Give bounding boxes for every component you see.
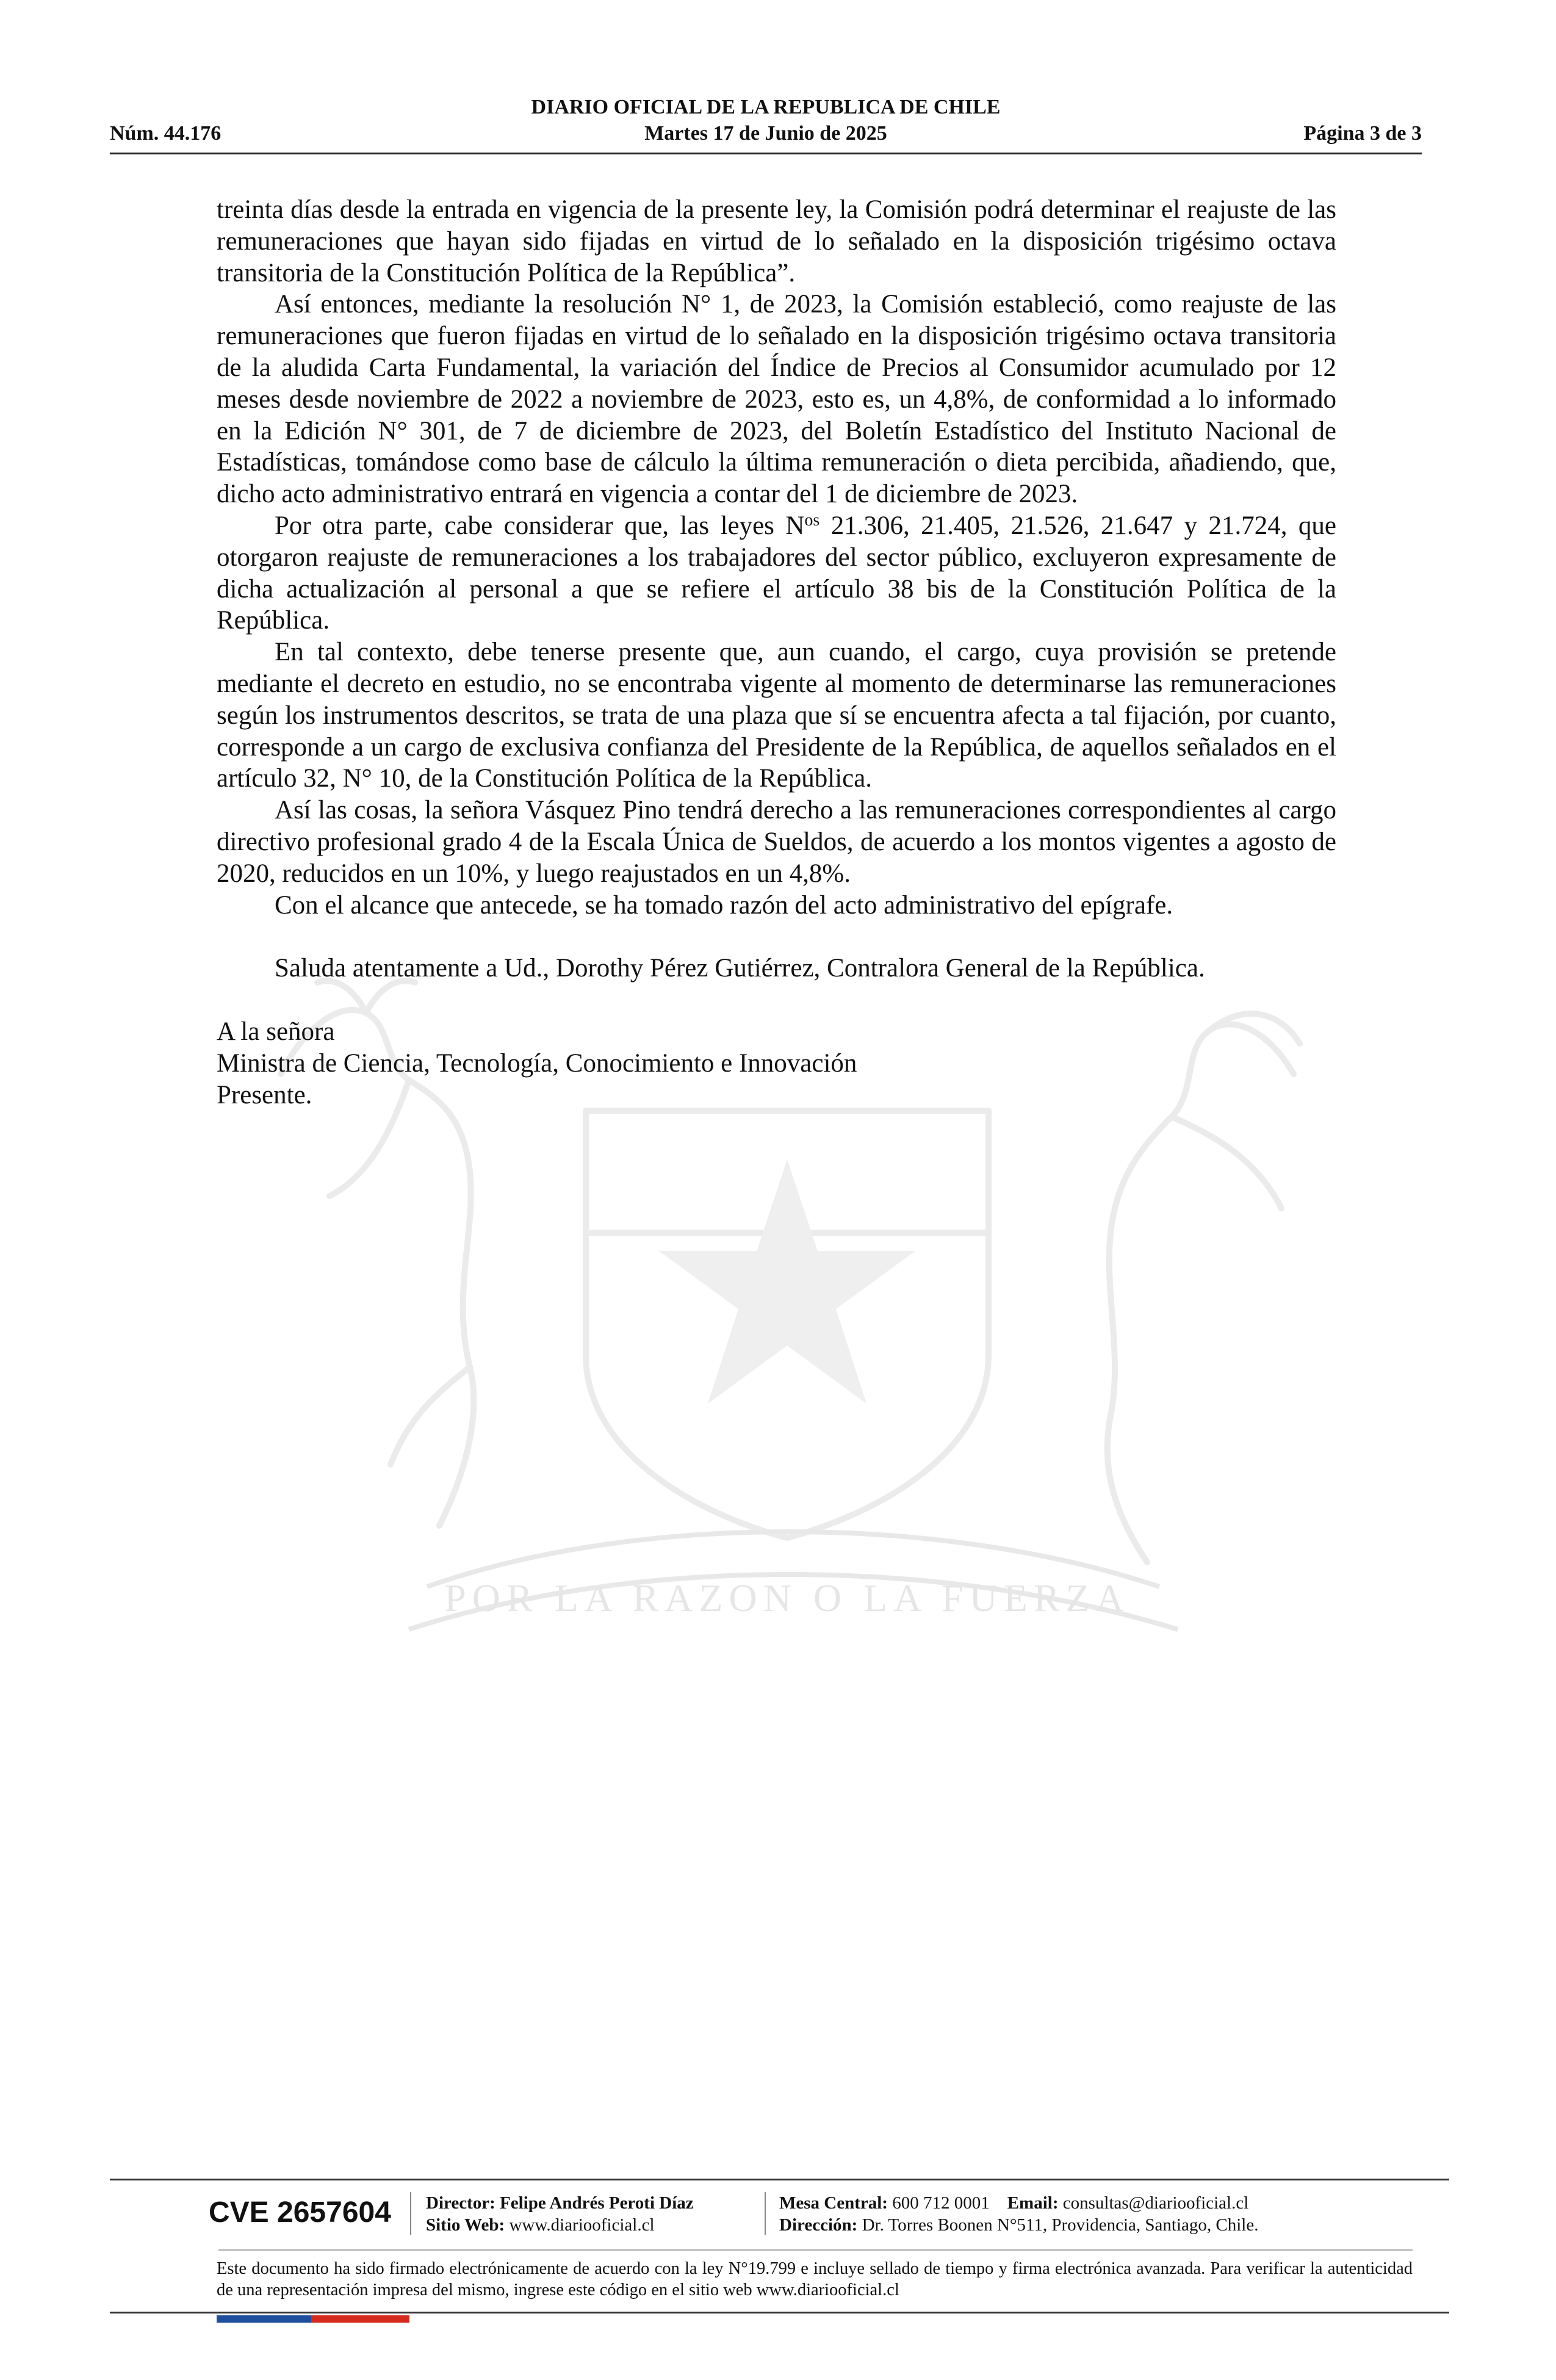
flag-red-segment	[311, 2315, 409, 2323]
addressee-line-1: A la señora	[217, 1017, 335, 1047]
issue-number: Núm. 44.176	[110, 122, 222, 145]
email-label: Email:	[1007, 2193, 1059, 2213]
footer-separator	[765, 2192, 766, 2235]
addressee-line-3: Presente.	[217, 1080, 312, 1109]
phone-value: 600 712 0001	[892, 2193, 990, 2213]
director-name: Felipe Andrés Peroti Díaz	[500, 2193, 694, 2213]
publication-title: DIARIO OFICIAL DE LA REPUBLICA DE CHILE	[531, 96, 1001, 118]
paragraph-6: Con el alcance que antecede, se ha tomado razón del acto administrativo del epígrafe.	[275, 890, 1173, 920]
paragraph-2: Así entonces, mediante la resolución N° 1, de 2023, la Comisión estableció, como reajuste de las remuneraciones que fueron fijadas en virtud de lo señalado en la disposición trigésimo octava transitoria de la aludida Carta Fundamental, la variación del Índice de Precios al Consumidor acumulado por 12 meses desde noviembre de 2022 a noviembre de 2023, esto es, un 4,8%, de conformidad a lo informado en la Edición N° 301, de 7 de diciembre de 2023, del Boletín Estadístico del Instituto Nacional de Estadísticas, tomándose como base de cálculo la última remuneración o dieta percibida, añadiendo, que, dicho acto administrativo entrará en vigencia a contar del 1 de diciembre de 2023.	[217, 290, 1336, 509]
signature-notice: Este documento ha sido firmado electrónicamente de acuerdo con la ley N°19.799 e incluye sellado de tiempo y firma electrónica avanzada. Para verificar la autenticidad de una representación impresa del mismo, ingrese este código en el sitio web www.diariooficial.cl	[217, 2259, 1413, 2299]
paragraph-3	[217, 510, 1336, 636]
addressee-line-2: Ministra de Ciencia, Tecnología, Conocimiento e Innovación	[217, 1048, 857, 1078]
superscript-os: os	[804, 510, 820, 530]
email-link[interactable]: consultas@diariooficial.cl	[1062, 2193, 1249, 2213]
paragraph-1: treinta días desde la entrada en vigencia de la presente ley, la Comisión podrá determinar el reajuste de las remuneraciones que hayan sido fijadas en virtud de lo señalado en la disposición trigésimo octava transitoria de la Constitución Política de la República”.	[217, 195, 1336, 287]
footer-director-block	[426, 2192, 694, 2236]
footer-contact-block	[779, 2192, 1258, 2236]
signoff: Saluda atentamente a Ud., Dorothy Pérez Gutiérrez, Contralora General de la República.	[275, 954, 1205, 983]
page-number: Página 3 de 3	[1303, 122, 1422, 145]
site-link[interactable]: www.diariooficial.cl	[509, 2215, 655, 2235]
header-divider	[110, 153, 1422, 154]
address-label: Dirección:	[779, 2215, 858, 2235]
director-label: Director:	[426, 2193, 495, 2213]
flag-blue-segment	[217, 2315, 311, 2323]
paragraph-5: Así las cosas, la señora Vásquez Pino tendrá derecho a las remuneraciones correspondientes al cargo directivo profesional grado 4 de la Escala Única de Sueldos, de acuerdo a los montos vigentes a agosto de 2020, reducidos en un 10%, y luego reajustados en un 4,8%.	[217, 796, 1336, 888]
footer-separator	[410, 2192, 411, 2235]
address-value: Dr. Torres Boonen N°511, Providencia, Santiago, Chile.	[862, 2215, 1259, 2235]
watermark-motto: POR LA RAZON O LA FUERZA	[444, 1576, 1130, 1620]
cve-code: CVE 2657604	[209, 2196, 391, 2229]
footer-mid-rule	[218, 2249, 1413, 2251]
paragraph-3-start: Por otra parte, cabe considerar que, las leyes N	[275, 511, 805, 540]
footer-bottom-rule	[110, 2312, 1449, 2313]
publication-date: Martes 17 de Junio de 2025	[644, 122, 887, 145]
paragraph-4: En tal contexto, debe tenerse presente que, aun cuando, el cargo, cuya provisión se pretende mediante el decreto en estudio, no se encontraba vigente al momento de determinarse las remuneraciones según los instrumentos descritos, se trata de una plaza que sí se encuentra afecta a tal fijación, por cuanto, corresponde a un cargo de exclusiva confianza del Presidente de la República, de aquellos señalados en el artículo 32, N° 10, de la Constitución Política de la República.	[217, 638, 1336, 793]
flag-stripe	[217, 2315, 409, 2323]
page-footer	[110, 2179, 1449, 2331]
header-meta-row	[110, 121, 1422, 146]
paragraph-3-end: 21.306, 21.405, 21.526, 21.647 y 21.724, que otorgaron reajuste de remuneraciones a los trabajadores del sector público, excluyeron expresamente de dicha actualización al personal a que se refiere el artículo 38 bis de la Constitución Política de la República.	[217, 511, 1336, 635]
site-label: Sitio Web:	[426, 2215, 505, 2235]
page-header	[110, 95, 1422, 162]
document-body	[217, 194, 1336, 1111]
phone-label: Mesa Central:	[779, 2193, 888, 2213]
footer-top-rule	[110, 2179, 1449, 2180]
